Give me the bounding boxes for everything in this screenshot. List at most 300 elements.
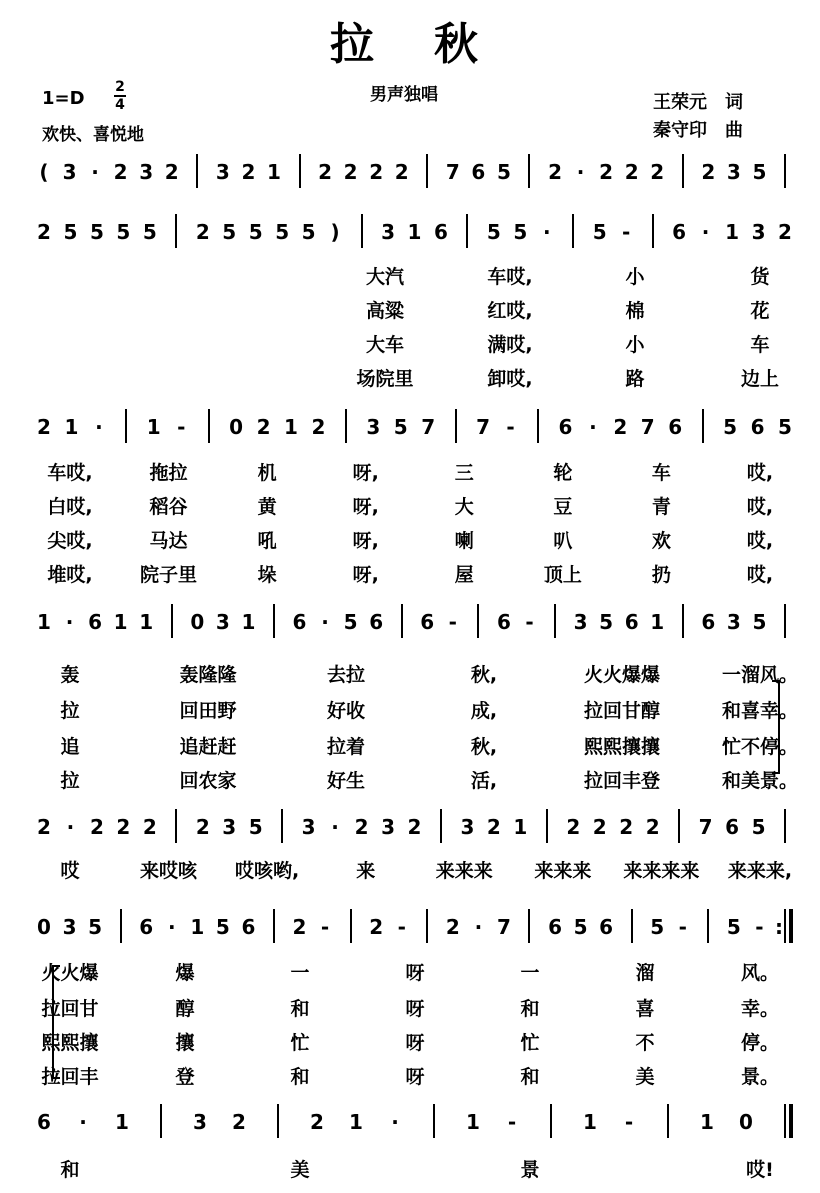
- bar-line: [208, 409, 210, 443]
- lyric-syllable: 景: [520, 1159, 540, 1181]
- note: 2: [650, 160, 665, 184]
- bar-line: [554, 604, 556, 638]
- lyric-syllable: 三: [454, 462, 474, 484]
- note: 7: [698, 815, 713, 839]
- staff-system: [0, 150, 820, 210]
- composer-credit: 秦守印 曲: [653, 120, 743, 141]
- lyric-syllable: 尖哎,: [47, 530, 93, 552]
- augmentation-dot: ·: [589, 415, 597, 439]
- lyric-syllable: 马达: [149, 530, 188, 552]
- lyric-syllable: 稻谷: [149, 496, 188, 518]
- bar-line: [682, 604, 684, 638]
- note: 7: [476, 415, 491, 439]
- lyric-syllable: 叭: [553, 530, 573, 552]
- note: 7: [640, 415, 655, 439]
- note: 3: [62, 160, 77, 184]
- lyric-syllable: 和美景。: [721, 770, 799, 792]
- lyric-syllable: 呀: [405, 962, 425, 984]
- repeat-sign: :: [775, 915, 783, 939]
- note: 5: [248, 220, 263, 244]
- lyric-syllable: 垛: [257, 564, 277, 586]
- bar-line: [401, 604, 403, 638]
- lyric-line: [0, 458, 820, 484]
- lyric-syllable: 哎,: [746, 462, 774, 484]
- lyric-syllable: 和: [290, 998, 310, 1020]
- lyric-syllable: 喜: [635, 998, 655, 1020]
- staff-system: [0, 405, 820, 465]
- time-signature-bottom: 4: [115, 97, 125, 113]
- lyric-syllable: 小: [625, 266, 645, 288]
- bar-line: [528, 154, 530, 188]
- note: 5: [343, 610, 358, 634]
- staff-system: [0, 905, 820, 965]
- lyric-syllable: 哎咳哟,: [235, 860, 300, 882]
- augmentation-dot: ·: [66, 815, 75, 839]
- lyric-syllable: 追: [60, 736, 80, 758]
- note: 2: [343, 160, 358, 184]
- note: 5: [116, 220, 131, 244]
- note: 6: [624, 610, 639, 634]
- lyric-line: [0, 766, 820, 792]
- note: 5: [222, 220, 237, 244]
- time-signature: [114, 80, 126, 112]
- dash-hold: -: [448, 610, 457, 634]
- lyric-syllable: 和: [60, 1159, 80, 1181]
- bar-line: [784, 154, 786, 188]
- note: 5: [592, 220, 607, 244]
- lyric-syllable: 来来来,: [727, 860, 793, 882]
- note: 7: [445, 160, 460, 184]
- final-bar-line: [789, 1104, 793, 1138]
- note: 3: [726, 160, 741, 184]
- lyric-syllable: 青: [651, 496, 671, 518]
- lyric-syllable: 活,: [470, 770, 498, 792]
- note: 2: [113, 160, 128, 184]
- lyric-line: [0, 994, 820, 1020]
- lyric-syllable: 呀: [405, 998, 425, 1020]
- lyric-syllable: 来来来: [435, 860, 493, 882]
- bar-line: [160, 1104, 162, 1138]
- note: 1: [241, 610, 256, 634]
- lyric-syllable: 呀,: [352, 496, 379, 518]
- lyric-syllable: 美: [635, 1066, 655, 1088]
- bar-line: [546, 809, 548, 843]
- note: 6: [701, 610, 716, 634]
- note: 5: [89, 220, 104, 244]
- note: 3: [193, 1110, 207, 1134]
- lyric-syllable: 登: [175, 1066, 195, 1088]
- lyric-syllable: 风。: [740, 962, 780, 984]
- note: 2: [37, 415, 51, 439]
- note: 6: [471, 160, 486, 184]
- lyric-syllable: 呀,: [352, 564, 379, 586]
- note: 6: [668, 415, 683, 439]
- note: 2: [486, 815, 501, 839]
- bar-line: [784, 909, 786, 943]
- lyric-syllable: 来: [356, 860, 376, 882]
- note: 1: [113, 610, 128, 634]
- augmentation-dot: ·: [576, 160, 585, 184]
- dash-hold: -: [624, 1110, 634, 1134]
- lyric-syllable: 好收: [326, 700, 366, 722]
- note: 3: [751, 220, 766, 244]
- lyric-syllable: 哎,: [746, 496, 774, 518]
- voice-type: 男声独唱: [370, 85, 438, 105]
- lyric-syllable: 呀,: [352, 530, 379, 552]
- note: 5: [752, 160, 767, 184]
- note: 2: [613, 415, 628, 439]
- bar-line: [678, 809, 680, 843]
- note: 2: [624, 160, 639, 184]
- lyric-syllable: 红哎,: [487, 300, 533, 322]
- note: 2: [354, 815, 369, 839]
- lyric-syllable: 爆: [175, 962, 195, 984]
- time-signature-top: 2: [115, 79, 125, 95]
- lyric-syllable: 院子里: [140, 564, 198, 586]
- note: 6: [672, 220, 687, 244]
- note: 6: [558, 415, 573, 439]
- augmentation-dot: ·: [391, 1110, 399, 1134]
- lyric-line: [0, 296, 820, 322]
- bar-line: [426, 154, 428, 188]
- lyric-line: [0, 1155, 820, 1181]
- lyric-syllable: 景。: [740, 1066, 780, 1088]
- note: 0: [739, 1110, 753, 1134]
- lyric-syllable: 醇: [175, 998, 195, 1020]
- lyric-syllable: 屋: [454, 564, 474, 586]
- lyric-syllable: 追赶赶: [179, 736, 237, 758]
- lyric-syllable: 豆: [553, 496, 573, 518]
- note: 5: [393, 415, 408, 439]
- lyric-syllable: 拖拉: [149, 462, 188, 484]
- lyric-syllable: 哎: [60, 860, 80, 882]
- bar-line: [707, 909, 709, 943]
- note: 2: [407, 815, 422, 839]
- verse-brace: [52, 965, 60, 1079]
- note: 1: [583, 1110, 597, 1134]
- bar-line: [702, 409, 704, 443]
- bar-line: [440, 809, 442, 843]
- lyric-syllable: 回田野: [179, 700, 237, 722]
- note: 1: [700, 1110, 714, 1134]
- note: 2: [548, 160, 562, 184]
- augmentation-dot: ·: [95, 415, 103, 439]
- lyric-syllable: 拉回丰登: [583, 770, 661, 792]
- song-title: 拉秋: [330, 19, 538, 70]
- dash-hold: -: [755, 915, 764, 939]
- bar-line: [175, 214, 177, 248]
- lyric-line: [0, 958, 820, 984]
- lyric-line: [0, 696, 820, 722]
- note: 6: [420, 610, 435, 634]
- note: 6: [241, 915, 256, 939]
- note: 5: [486, 220, 501, 244]
- note: 5: [599, 610, 614, 634]
- note: 5: [275, 220, 290, 244]
- note: 5: [778, 415, 792, 439]
- bar-line: [350, 909, 352, 943]
- lyric-syllable: 喇: [454, 530, 474, 552]
- note: 1: [146, 415, 161, 439]
- bar-line: [550, 1104, 552, 1138]
- note: 2: [599, 160, 614, 184]
- dash-hold: -: [506, 415, 515, 439]
- bar-line: [299, 154, 301, 188]
- note: 2: [256, 415, 271, 439]
- lyric-syllable: 货: [750, 266, 770, 288]
- lyric-syllable: 秋,: [470, 736, 498, 758]
- lyric-syllable: 拉回丰: [41, 1066, 99, 1088]
- note: 6: [548, 915, 562, 939]
- note: 5: [751, 815, 766, 839]
- lyric-syllable: 忙: [290, 1032, 310, 1054]
- lyric-syllable: 一: [520, 962, 540, 984]
- note: 6: [725, 815, 740, 839]
- note: 6: [369, 610, 384, 634]
- note: 5: [513, 220, 528, 244]
- lyric-syllable: 车哎,: [47, 462, 93, 484]
- dash-hold: -: [177, 415, 186, 439]
- lyric-syllable: 回农家: [179, 770, 237, 792]
- lyric-syllable: 拉着: [326, 736, 366, 758]
- note: 1: [407, 220, 422, 244]
- dash-hold: -: [397, 915, 406, 939]
- lyric-syllable: 花: [750, 300, 770, 322]
- note: 5: [88, 915, 103, 939]
- expression-mark: 欢快、喜悦地: [42, 125, 144, 145]
- note: 2: [37, 815, 51, 839]
- note: 2: [241, 160, 256, 184]
- lyric-syllable: 火火爆爆: [583, 664, 661, 686]
- bar-line: [466, 214, 468, 248]
- note: 3: [726, 610, 741, 634]
- lyric-syllable: 和喜幸。: [721, 700, 799, 722]
- lyric-syllable: 熙熙攘攘: [583, 736, 661, 758]
- bar-line: [631, 909, 633, 943]
- note: 3: [366, 415, 381, 439]
- key-signature: 1=D: [42, 88, 85, 109]
- lyric-syllable: 哎!: [746, 1159, 774, 1181]
- lyric-syllable: 拉回甘: [41, 998, 99, 1020]
- note: 6: [37, 1110, 51, 1134]
- lyric-syllable: 攘: [175, 1032, 195, 1054]
- lyric-syllable: 吼: [257, 530, 277, 552]
- staff-system: [0, 210, 820, 270]
- note: 2: [318, 160, 333, 184]
- bar-line: [273, 909, 275, 943]
- lyric-syllable: 来来来: [534, 860, 592, 882]
- lyric-syllable: 来哎咳: [140, 860, 198, 882]
- note: 1: [349, 1110, 363, 1134]
- dash-hold: -: [622, 220, 631, 244]
- lyric-syllable: 欢: [651, 530, 671, 552]
- note: 1: [139, 610, 154, 634]
- note: 7: [496, 915, 511, 939]
- dash-hold: -: [507, 1110, 517, 1134]
- lyric-syllable: 轰隆隆: [179, 664, 237, 686]
- note: 1: [650, 610, 665, 634]
- lyric-syllable: 和: [520, 1066, 540, 1088]
- bar-line: [175, 809, 177, 843]
- lyric-syllable: 卸哎,: [487, 368, 533, 390]
- lyric-syllable: 成,: [470, 700, 498, 722]
- note: 7: [421, 415, 436, 439]
- lyric-line: [0, 856, 820, 882]
- augmentation-dot: ·: [65, 610, 74, 634]
- bar-line: [125, 409, 127, 443]
- note: 2: [778, 220, 792, 244]
- bar-line: [281, 809, 283, 843]
- lyric-syllable: 车哎,: [487, 266, 533, 288]
- note: 3: [460, 815, 475, 839]
- note: 2: [645, 815, 660, 839]
- note: 6: [139, 915, 154, 939]
- lyric-syllable: 场院里: [356, 368, 414, 390]
- augmentation-dot: ·: [167, 915, 176, 939]
- lyric-syllable: 小: [625, 334, 645, 356]
- note: 2: [369, 915, 384, 939]
- note: 2: [394, 160, 409, 184]
- note: 2: [566, 815, 581, 839]
- lyric-syllable: 火火爆: [41, 962, 99, 984]
- bar-line: [667, 1104, 669, 1138]
- lyric-syllable: 停。: [740, 1032, 780, 1054]
- lyricist-credit: 王荣元 词: [653, 92, 743, 113]
- bar-line: [273, 604, 275, 638]
- note: 3: [62, 915, 77, 939]
- lyric-syllable: 大车: [365, 334, 405, 356]
- lyric-syllable: 满哎,: [487, 334, 533, 356]
- lyric-syllable: 呀: [405, 1032, 425, 1054]
- lyric-syllable: 和: [520, 998, 540, 1020]
- note: 3: [381, 815, 395, 839]
- lyric-line: [0, 1028, 820, 1054]
- lyric-syllable: 白哎,: [47, 496, 93, 518]
- note: 5: [496, 160, 511, 184]
- augmentation-dot: ·: [474, 915, 483, 939]
- note: 0: [229, 415, 244, 439]
- bar-line: [196, 154, 198, 188]
- bracket: ): [330, 220, 340, 244]
- lyric-syllable: 幸。: [740, 998, 780, 1020]
- bar-line: [528, 909, 530, 943]
- note: 2: [195, 220, 210, 244]
- bar-line: [171, 604, 173, 638]
- note: 6: [292, 610, 307, 634]
- note: 1: [513, 815, 528, 839]
- augmentation-dot: ·: [543, 220, 551, 244]
- augmentation-dot: ·: [79, 1110, 87, 1134]
- lyric-line: [0, 660, 820, 686]
- note: 5: [723, 415, 738, 439]
- augmentation-dot: ·: [321, 610, 329, 634]
- lyric-syllable: 秋,: [470, 664, 498, 686]
- lyric-syllable: 轮: [553, 462, 573, 484]
- dash-hold: -: [525, 610, 534, 634]
- lyric-line: [0, 526, 820, 552]
- augmentation-dot: ·: [331, 815, 339, 839]
- note: 1: [190, 915, 205, 939]
- lyric-syllable: 路: [625, 368, 645, 390]
- note: 1: [64, 415, 79, 439]
- note: 3: [222, 815, 237, 839]
- bar-line: [277, 1104, 279, 1138]
- bar-line: [120, 909, 122, 943]
- lyric-syllable: 棉: [625, 300, 645, 322]
- bar-line: [784, 1104, 786, 1138]
- staff-system: [0, 600, 820, 660]
- lyric-syllable: 忙不停。: [721, 736, 799, 758]
- lyric-syllable: 拉: [60, 700, 80, 722]
- bar-line: [784, 604, 786, 638]
- note: 2: [292, 915, 307, 939]
- lyric-syllable: 呀,: [352, 462, 379, 484]
- note: 3: [139, 160, 154, 184]
- note: 6: [433, 220, 448, 244]
- lyric-syllable: 好生: [326, 770, 366, 792]
- note: 6: [88, 610, 103, 634]
- note: 2: [195, 815, 210, 839]
- lyric-line: [0, 262, 820, 288]
- note: 5: [215, 915, 230, 939]
- note: 5: [752, 610, 767, 634]
- verse-brace: [772, 680, 780, 774]
- note: 3: [215, 160, 230, 184]
- note: 2: [369, 160, 384, 184]
- note: 2: [142, 815, 157, 839]
- note: 2: [89, 815, 104, 839]
- note: 1: [266, 160, 281, 184]
- lyric-syllable: 高粱: [365, 300, 405, 322]
- note: 2: [164, 160, 179, 184]
- lyric-syllable: 一: [290, 962, 310, 984]
- lyric-syllable: 大汽: [365, 266, 405, 288]
- bar-line: [682, 154, 684, 188]
- lyric-syllable: 呀: [405, 1066, 425, 1088]
- note: 5: [63, 220, 78, 244]
- lyric-syllable: 扔: [651, 564, 671, 586]
- bar-line: [345, 409, 347, 443]
- bracket: (: [39, 160, 49, 184]
- note: 5: [248, 815, 263, 839]
- note: 6: [599, 915, 614, 939]
- bar-line: [572, 214, 574, 248]
- note: 2: [619, 815, 634, 839]
- note: 3: [573, 610, 588, 634]
- lyric-syllable: 堆哎,: [47, 564, 93, 586]
- dash-hold: -: [320, 915, 330, 939]
- bar-line: [652, 214, 654, 248]
- lyric-syllable: 哎,: [746, 564, 774, 586]
- lyric-line: [0, 732, 820, 758]
- lyric-syllable: 哎,: [746, 530, 774, 552]
- lyric-line: [0, 1062, 820, 1088]
- note: 6: [496, 610, 511, 634]
- lyric-syllable: 去拉: [326, 664, 366, 686]
- dash-hold: -: [678, 915, 687, 939]
- lyric-syllable: 美: [290, 1159, 310, 1181]
- note: 2: [592, 815, 607, 839]
- note: 1: [284, 415, 298, 439]
- note: 2: [232, 1110, 246, 1134]
- lyric-syllable: 溜: [635, 962, 655, 984]
- lyric-syllable: 不: [635, 1032, 655, 1054]
- note: 2: [701, 160, 716, 184]
- note: 1: [466, 1110, 480, 1134]
- note: 0: [37, 915, 51, 939]
- note: 6: [750, 415, 765, 439]
- note: 3: [381, 220, 395, 244]
